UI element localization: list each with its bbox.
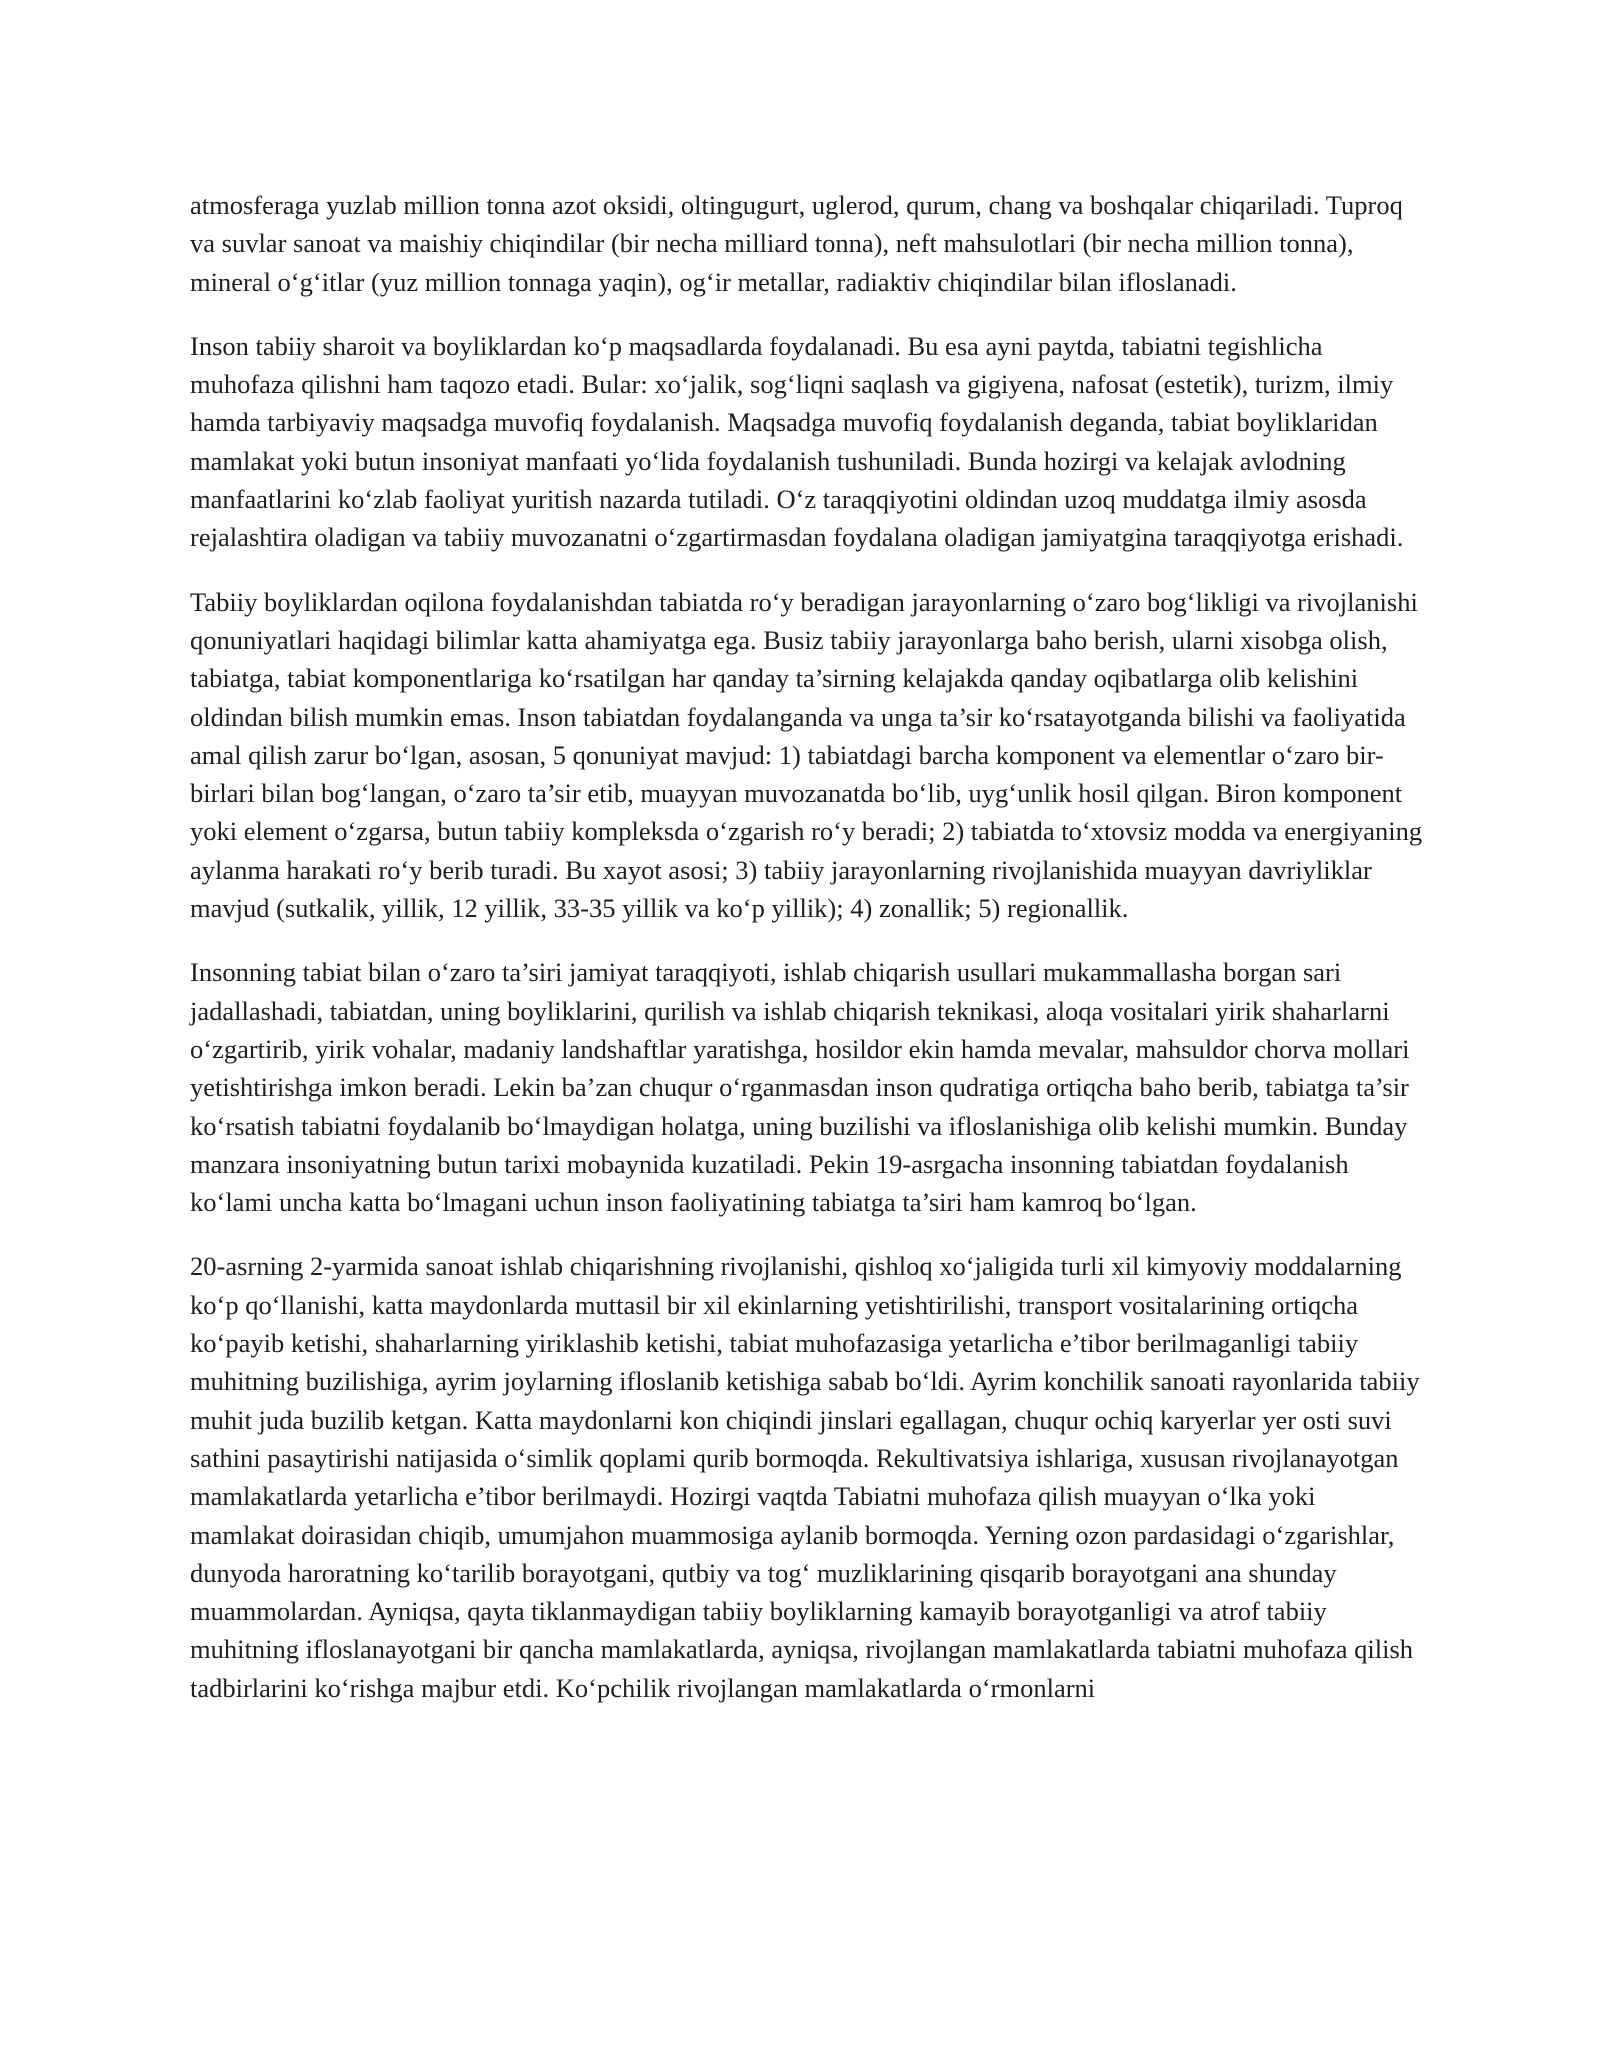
paragraph-1: atmosferaga yuzlab million tonna azot oksidi, oltingugurt, uglerod, qurum, chang va boshqalar chiqariladi. Tuproq va suvlar sanoat va maishiy chiqindilar (bir necha milliard tonna), neft mahsulotlari (bir necha million tonna), mineral o‘g‘itlar (yuz million tonnaga yaqin), og‘ir metallar, radiaktiv chiqindilar bilan ifloslanadi.: [190, 190, 1403, 297]
paragraph-4: Insonning tabiat bilan o‘zaro ta’siri jamiyat taraqqiyoti, ishlab chiqarish usullari mukammallasha borgan sari jadallashadi, tabiatdan, uning boyliklarini, qurilish va ishlab chiqarish teknikasi, aloqa vositalari yirik shaharlarni o‘zgartirib, yirik vohalar, madaniy landshaftlar yaratishga, hosildor ekin hamda mevalar, mahsuldor chorva mollari yetishtirishga imkon beradi. Lekin ba’zan chuqur o‘rganmasdan inson qudratiga ortiqcha baho berib, tabiatga ta’sir ko‘rsatish tabiatni foydalanib bo‘lmaydigan holatga, uning buzilishi va ifloslanishiga olib kelishi mumkin. Bunday manzara insoniyatning butun tarixi mobaynida kuzatiladi. Pekin 19-asrgacha insonning tabiatdan foydalanish ko‘lami uncha katta bo‘lmagani uchun inson faoliyatining tabiatga ta’siri ham kamroq bo‘lgan.: [190, 957, 1410, 1218]
document-body: [190, 186, 1425, 1733]
paragraph-2: Inson tabiiy sharoit va boyliklardan ko‘p maqsadlarda foydalanadi. Bu esa ayni paytda, tabiatni tegishlicha muhofaza qilishni ham taqozo etadi. Bular: xo‘jalik, sog‘liqni saqlash va gigiyena, nafosat (estetik), turizm, ilmiy hamda tarbiyaviy maqsadga muvofiq foydalanish. Maqsadga muvofiq foydalanish deganda, tabiat boyliklaridan mamlakat yoki butun insoniyat manfaati yo‘lida foydalanish tushuniladi. Bunda hozirgi va kelajak avlodning manfaatlarini ko‘zlab faoliyat yuritish nazarda tutiladi. O‘z taraqqiyotini oldindan uzoq muddatga ilmiy asosda rejalashtira oladigan va tabiiy muvozanatni o‘zgartirmasdan foydalana oladigan jamiyatgina taraqqiyotga erishadi.: [190, 330, 1404, 553]
paragraph-3: Tabiiy boyliklardan oqilona foydalanishdan tabiatda ro‘y beradigan jarayonlarning o‘zaro bog‘likligi va rivojlanishi qonuniyatlari haqidagi bilimlar katta ahamiyatga ega. Busiz tabiiy jarayonlarga baho berish, ularni xisobga olish, tabiatga, tabiat komponentlariga ko‘rsatilgan har qanday ta’sirning kelajakda qanday oqibatlarga olib kelishini oldindan bilish mumkin emas. Inson tabiatdan foydalanganda va unga ta’sir ko‘rsatayotganda bilishi va faoliyatida amal qilish zarur bo‘lgan, asosan, 5 qonuniyat mavjud: 1) tabiatdagi barcha komponent va elementlar o‘zaro bir-birlari bilan bog‘langan, o‘zaro ta’sir etib, muayyan muvozanatda bo‘lib, uyg‘unlik hosil qilgan. Biron komponent yoki element o‘zgarsa, butun tabiiy kompleksda o‘zgarish ro‘y beradi; 2) tabiatda to‘xtovsiz modda va energiyaning aylanma harakati ro‘y berib turadi. Bu xayot asosi; 3) tabiiy jarayonlarning rivojlanishida muayyan davriyliklar mavjud (sutkalik, yillik, 12 yillik, 33-35 yillik va ko‘p yillik); 4) zonallik; 5) regionallik.: [190, 586, 1423, 924]
paragraph-5: 20-asrning 2-yarmida sanoat ishlab chiqarishning rivojlanishi, qishloq xo‘jaligida turli xil kimyoviy moddalarning ko‘p qo‘llanishi, katta maydonlarda muttasil bir xil ekinlarning yetishtirilishi, transport vositalarining ortiqcha ko‘payib ketishi, shaharlarning yiriklashib ketishi, tabiat muhofazasiga yetarlicha e’tibor berilmaganligi tabiiy muhitning buzilishiga, ayrim joylarning ifloslanib ketishiga sabab bo‘ldi. Ayrim konchilik sanoati rayonlarida tabiiy muhit juda buzilib ketgan. Katta maydonlarni kon chiqindi jinslari egallagan, chuqur ochiq karyerlar yer osti suvi sathini pasaytirishi natijasida o‘simlik qoplami qurib bormoqda. Rekultivatsiya ishlariga, xususan rivojlanayotgan mamlakatlarda yetarlicha e’tibor berilmaydi. Hozirgi vaqtda Tabiatni muhofaza qilish muayyan o‘lka yoki mamlakat doirasidan chiqib, umumjahon muammosiga aylanib bormoqda. Yerning ozon pardasidagi o‘zgarishlar, dunyoda haroratning ko‘tarilib borayotgani, qutbiy va tog‘ muzliklarining qisqarib borayotgani ana shunday muammolardan. Ayniqsa, qayta tiklanmaydigan tabiiy boyliklarning kamayib borayotganligi va atrof tabiiy muhitning ifloslanayotgani bir qancha mamlakatlarda, ayniqsa, rivojlangan mamlakatlarda tabiatni muhofaza qilish tadbirlarini ko‘rishga majbur etdi. Ko‘pchilik rivojlangan mamlakatlarda o‘rmonlarni: [190, 1251, 1420, 1703]
